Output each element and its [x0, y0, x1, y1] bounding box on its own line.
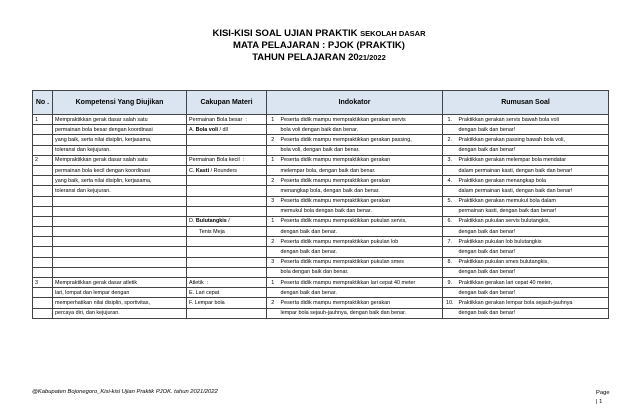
kompetensi-cell: Mempraktikkan gerak dasar salah satu — [53, 155, 187, 165]
year-line — [0, 52, 638, 64]
table-header-row — [33, 91, 609, 115]
rumusan-number: 9. — [443, 278, 457, 288]
indikator-number — [267, 227, 279, 237]
rumusan-cell: Praktikkan gerakan memukul bola dalam — [457, 196, 609, 206]
rumusan-number: 6. — [443, 216, 457, 226]
cakupan-cell — [187, 308, 267, 318]
cakupan-cell — [187, 247, 267, 257]
row-number — [33, 125, 53, 135]
rumusan-cell: Praktikkan gerakan servis bawah bola voli — [457, 115, 609, 125]
cakupan-cell: Tenis Meja — [187, 227, 267, 237]
rumusan-cell: Praktikkan pukulan lob bulutangkis — [457, 237, 609, 247]
cakupan-cell — [187, 196, 267, 206]
page-indicator — [596, 389, 610, 407]
indikator-cell: bola dengan baik dan benar. — [279, 267, 443, 277]
kompetensi-cell: percaya diri, dan kejujuran. — [53, 308, 187, 318]
title-main: KISI-KISI SOAL UJIAN PRAKTIK — [212, 28, 358, 39]
indikator-cell: Peserta didik mampu mempraktikkan gerakan — [279, 155, 443, 165]
kompetensi-cell: yang baik, serta nilai disiplin, kerjasama, — [53, 135, 187, 145]
subject-line: MATA PELAJARAN : PJOK (PRAKTIK) — [233, 40, 405, 51]
col-header-indikator: Indokator — [267, 91, 443, 115]
rumusan-cell: Praktikkan pukulan smes bulutangkis, — [457, 257, 609, 267]
document-title — [0, 28, 638, 40]
rumusan-number — [443, 308, 457, 318]
rumusan-number — [443, 145, 457, 155]
cakupan-cell — [187, 186, 267, 196]
indikator-number: 1 — [267, 278, 279, 288]
kompetensi-cell: permainan bola besar dengan koordinasi — [53, 125, 187, 135]
indikator-cell: dengan baik dan benar. — [279, 247, 443, 257]
col-header-rumusan: Rumusan Soal — [443, 91, 609, 115]
cakupan-cell — [187, 176, 267, 186]
table-row — [33, 216, 609, 226]
row-number — [33, 135, 53, 145]
rumusan-cell: Praktikkan pukulan servis bulutangkis, — [457, 216, 609, 226]
year-suffix: 21/2022 — [358, 53, 386, 62]
year-prefix: TAHUN PELAJARAN 20 — [252, 52, 359, 63]
kompetensi-cell — [53, 227, 187, 237]
row-number — [33, 165, 53, 175]
rumusan-number — [443, 186, 457, 196]
row-number — [33, 308, 53, 318]
kompetensi-cell: permainan bola kecil dengan koordinasi — [53, 165, 187, 175]
kompetensi-cell: Mempraktikkan gerak dasar salah satu — [53, 115, 187, 125]
indikator-number — [267, 186, 279, 196]
indikator-number: 1 — [267, 216, 279, 226]
rumusan-cell: dengan baik dan benar! — [457, 267, 609, 277]
table-row — [33, 206, 609, 216]
rumusan-number — [443, 206, 457, 216]
kompetensi-cell: yang baik, serta nilai disiplin, kerjasama, — [53, 176, 187, 186]
table-row — [33, 237, 609, 247]
table-row — [33, 257, 609, 267]
cakupan-cell — [187, 145, 267, 155]
page-number: | 1 — [596, 399, 603, 405]
indikator-number: 1 — [267, 155, 279, 165]
kompetensi-cell: Mempraktikkan gerak dasar atletik — [53, 278, 187, 288]
sport-name: Bulutangkis — [195, 218, 227, 225]
indikator-cell: dengan baik dan benar. — [279, 288, 443, 298]
rumusan-cell: Praktikkan gerakan menangkap bola — [457, 176, 609, 186]
rumusan-cell: Praktikkan gerakan melempar bola mendatar — [457, 155, 609, 165]
rumusan-cell: dengan baik dan benar! — [457, 308, 609, 318]
cakupan-cell: D. Bulutangkis / — [187, 216, 267, 226]
rumusan-number — [443, 267, 457, 277]
row-number: 3 — [33, 278, 53, 288]
rumusan-cell: dengan baik dan benar! — [457, 247, 609, 257]
row-number — [33, 298, 53, 308]
row-number — [33, 196, 53, 206]
rumusan-cell: dalam permainan kasti, dengan baik dan benar! — [457, 186, 609, 196]
indikator-number — [267, 308, 279, 318]
rumusan-number — [443, 125, 457, 135]
row-number — [33, 247, 53, 257]
table-row — [33, 176, 609, 186]
table-row — [33, 308, 609, 318]
kompetensi-cell: toleransi dan kejujuran. — [53, 186, 187, 196]
indikator-cell: Peserta didik mampu mempraktikkan pukulan servis, — [279, 216, 443, 226]
table-row — [33, 135, 609, 145]
cakupan-cell — [187, 267, 267, 277]
row-number — [33, 206, 53, 216]
rumusan-number — [443, 165, 457, 175]
table-row — [33, 247, 609, 257]
indikator-cell: memukul bola dengan baik dan benar. — [279, 206, 443, 216]
row-number — [33, 227, 53, 237]
indikator-cell: bola voli dengan baik dan benar. — [279, 125, 443, 135]
indikator-number: 2 — [267, 135, 279, 145]
indikator-number: 3 — [267, 196, 279, 206]
footer-source: @Kabupaten Bojonegoro_Kisi-kisi Ujian Praktik PJOK. tahun 2021/2022 — [32, 389, 218, 395]
row-number: 1 — [33, 115, 53, 125]
rumusan-number: 4. — [443, 176, 457, 186]
rumusan-number — [443, 247, 457, 257]
rumusan-number — [443, 288, 457, 298]
table-row — [33, 227, 609, 237]
kompetensi-cell — [53, 206, 187, 216]
table-row — [33, 298, 609, 308]
indikator-number: 2 — [267, 176, 279, 186]
indikator-cell: melempar bola, dengan baik dan benar. — [279, 165, 443, 175]
row-number — [33, 267, 53, 277]
cakupan-cell: Permainan Bola kecil : — [187, 155, 267, 165]
kompetensi-cell — [53, 247, 187, 257]
indikator-cell: Peserta didik mampu mempraktikkan gerakan — [279, 298, 443, 308]
rumusan-number: 3. — [443, 155, 457, 165]
rumusan-cell: permainan kasti, dengan baik dan benar! — [457, 206, 609, 216]
cakupan-cell: E. Lari cepat — [187, 288, 267, 298]
col-header-no: No . — [33, 91, 53, 115]
row-number — [33, 237, 53, 247]
page-label: Page — [596, 390, 610, 396]
col-header-kompetensi: Kompetensi Yang Diujikan — [53, 91, 187, 115]
table-row — [33, 165, 609, 175]
table-row — [33, 125, 609, 135]
rumusan-number — [443, 227, 457, 237]
indikator-number — [267, 165, 279, 175]
table-row — [33, 196, 609, 206]
rumusan-number: 2. — [443, 135, 457, 145]
row-number — [33, 288, 53, 298]
rumusan-number: 10. — [443, 298, 457, 308]
row-number — [33, 145, 53, 155]
indikator-cell: bola voli, dengan baik dan benar. — [279, 145, 443, 155]
table-row — [33, 278, 609, 288]
cakupan-cell — [187, 237, 267, 247]
cakupan-cell — [187, 135, 267, 145]
row-number — [33, 186, 53, 196]
indikator-cell: Peserta didik mampu mempraktikkan gerakan servis — [279, 115, 443, 125]
indikator-cell: Peserta didik mampu mempraktikkan gerakan passing, — [279, 135, 443, 145]
kompetensi-cell — [53, 196, 187, 206]
kompetensi-cell: lari, lompat dan lempar dengan — [53, 288, 187, 298]
cakupan-cell: F. Lempar bola — [187, 298, 267, 308]
cakupan-cell: A. Bola voli / dll — [187, 125, 267, 135]
rumusan-cell: dengan baik dan benar! — [457, 288, 609, 298]
row-number — [33, 216, 53, 226]
cakupan-cell: Atletik : — [187, 278, 267, 288]
row-number — [33, 176, 53, 186]
rumusan-number: 5. — [443, 196, 457, 206]
kompetensi-cell: memperhatikan nilai disiplin, sportivitas, — [53, 298, 187, 308]
cakupan-cell: C. Kasti / Rounders — [187, 165, 267, 175]
rumusan-cell: dengan baik dan benar! — [457, 227, 609, 237]
indikator-number — [267, 145, 279, 155]
rumusan-cell: Praktikkan gerakan passing bawah bola voli, — [457, 135, 609, 145]
indikator-cell: menangkap bola, dengan baik dan benar. — [279, 186, 443, 196]
indikator-cell: dengan baik dan benar. — [279, 227, 443, 237]
table-row — [33, 145, 609, 155]
indikator-cell: Peserta didik mampu mempraktikkan pukulan smes — [279, 257, 443, 267]
indikator-number: 3 — [267, 257, 279, 267]
rumusan-number: 8. — [443, 257, 457, 267]
indikator-cell: Peserta didik mampu mempraktikkan gerakan — [279, 196, 443, 206]
table-row — [33, 267, 609, 277]
rumusan-cell: dalam permainan kasti, dengan baik dan benar! — [457, 165, 609, 175]
cakupan-cell — [187, 257, 267, 267]
indikator-number — [267, 267, 279, 277]
document-header — [0, 28, 638, 64]
cakupan-cell: Permainan Bola besar : — [187, 115, 267, 125]
indikator-number: 1 — [267, 115, 279, 125]
indikator-number — [267, 125, 279, 135]
cakupan-cell — [187, 206, 267, 216]
rumusan-cell: Praktikkan gerakan lari cepat 40 meter, — [457, 278, 609, 288]
sport-name: Kasti — [195, 167, 210, 174]
kompetensi-cell — [53, 257, 187, 267]
row-number: 2 — [33, 155, 53, 165]
table-row — [33, 288, 609, 298]
kompetensi-cell — [53, 216, 187, 226]
kompetensi-cell — [53, 237, 187, 247]
indikator-cell: Peserta didik mampu mempraktikkan gerakan — [279, 176, 443, 186]
col-header-cakupan: Cakupan Materi — [187, 91, 267, 115]
kompetensi-cell: toleransi dan kejujuran. — [53, 145, 187, 155]
rumusan-cell: dengan baik dan benar! — [457, 145, 609, 155]
rumusan-number: 1. — [443, 115, 457, 125]
indikator-number — [267, 247, 279, 257]
indikator-number: 2 — [267, 237, 279, 247]
rumusan-cell: Praktikkan gerakan lempar bola sejauh-jauhnya — [457, 298, 609, 308]
kisi-kisi-table — [32, 90, 609, 319]
rumusan-cell: dengan baik dan benar! — [457, 125, 609, 135]
indikator-number — [267, 206, 279, 216]
kompetensi-cell — [53, 267, 187, 277]
table-row — [33, 115, 609, 125]
indikator-number — [267, 288, 279, 298]
indikator-cell: Peserta didik mampu mempraktikkan pukulan lob — [279, 237, 443, 247]
table-row — [33, 155, 609, 165]
table-row — [33, 186, 609, 196]
row-number — [33, 257, 53, 267]
indikator-cell: lempar bola sejauh-jauhnya, dengan baik dan benar. — [279, 308, 443, 318]
rumusan-number: 7. — [443, 237, 457, 247]
title-school-level: SEKOLAH DASAR — [360, 29, 426, 38]
indikator-cell: Peserta didik mampu mempraktikkan lari cepat 40 meter — [279, 278, 443, 288]
sport-name: Bola voli — [195, 126, 219, 133]
indikator-number: 2 — [267, 298, 279, 308]
